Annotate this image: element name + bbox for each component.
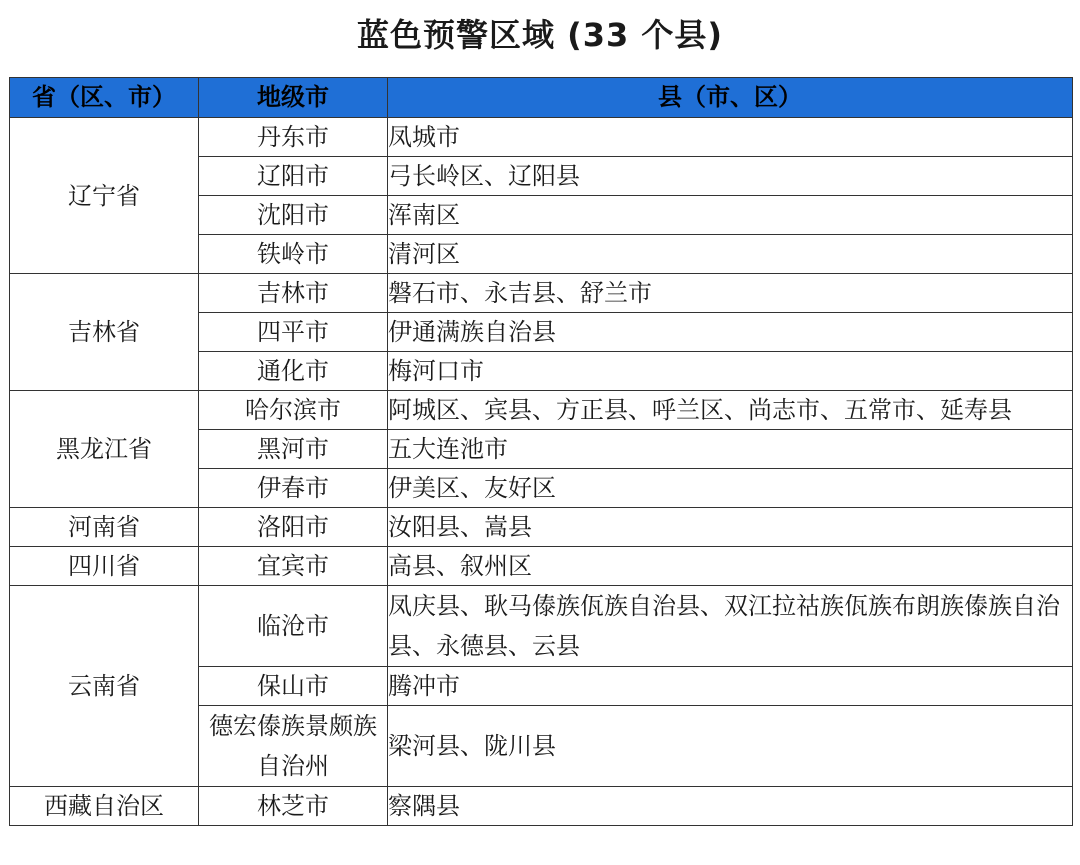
table-row [10, 118, 1073, 157]
table-header-row [10, 78, 1073, 118]
county-cell: 五大连池市 [388, 430, 1073, 469]
table-row [10, 787, 1073, 826]
table-row [10, 547, 1073, 586]
city-cell: 丹东市 [199, 118, 388, 157]
table-row [10, 586, 1073, 667]
city-cell: 德宏傣族景颇族自治州 [199, 706, 388, 787]
city-cell: 保山市 [199, 667, 388, 706]
county-cell: 腾冲市 [388, 667, 1073, 706]
province-cell: 河南省 [10, 508, 199, 547]
city-cell: 洛阳市 [199, 508, 388, 547]
city-cell: 哈尔滨市 [199, 391, 388, 430]
county-cell: 浑南区 [388, 196, 1073, 235]
city-cell: 辽阳市 [199, 157, 388, 196]
county-cell: 阿城区、宾县、方正县、呼兰区、尚志市、五常市、延寿县 [388, 391, 1073, 430]
city-cell: 铁岭市 [199, 235, 388, 274]
city-cell: 宜宾市 [199, 547, 388, 586]
county-cell: 察隅县 [388, 787, 1073, 826]
county-cell: 清河区 [388, 235, 1073, 274]
page-title: 蓝色预警区域 (33 个县) [356, 16, 724, 54]
table-row [10, 274, 1073, 313]
header-county: 县（市、区） [388, 78, 1073, 118]
province-cell: 吉林省 [10, 274, 199, 391]
county-cell: 弓长岭区、辽阳县 [388, 157, 1073, 196]
city-cell: 通化市 [199, 352, 388, 391]
header-city: 地级市 [199, 78, 388, 118]
county-cell: 梁河县、陇川县 [388, 706, 1073, 787]
province-cell: 云南省 [10, 586, 199, 787]
county-cell: 伊美区、友好区 [388, 469, 1073, 508]
city-cell: 临沧市 [199, 586, 388, 667]
city-cell: 沈阳市 [199, 196, 388, 235]
county-cell: 伊通满族自治县 [388, 313, 1073, 352]
city-cell: 林芝市 [199, 787, 388, 826]
county-cell: 磐石市、永吉县、舒兰市 [388, 274, 1073, 313]
province-cell: 黑龙江省 [10, 391, 199, 508]
header-province: 省（区、市） [10, 78, 199, 118]
warning-region-table [9, 77, 1073, 826]
province-cell: 辽宁省 [10, 118, 199, 274]
city-cell: 四平市 [199, 313, 388, 352]
city-cell: 吉林市 [199, 274, 388, 313]
province-cell: 四川省 [10, 547, 199, 586]
province-cell: 西藏自治区 [10, 787, 199, 826]
table-row [10, 391, 1073, 430]
county-cell: 凤庆县、耿马傣族佤族自治县、双江拉祜族佤族布朗族傣族自治县、永德县、云县 [388, 586, 1073, 667]
city-cell: 黑河市 [199, 430, 388, 469]
county-cell: 梅河口市 [388, 352, 1073, 391]
table-row [10, 508, 1073, 547]
county-cell: 高县、叙州区 [388, 547, 1073, 586]
county-cell: 汝阳县、嵩县 [388, 508, 1073, 547]
city-cell: 伊春市 [199, 469, 388, 508]
county-cell: 凤城市 [388, 118, 1073, 157]
